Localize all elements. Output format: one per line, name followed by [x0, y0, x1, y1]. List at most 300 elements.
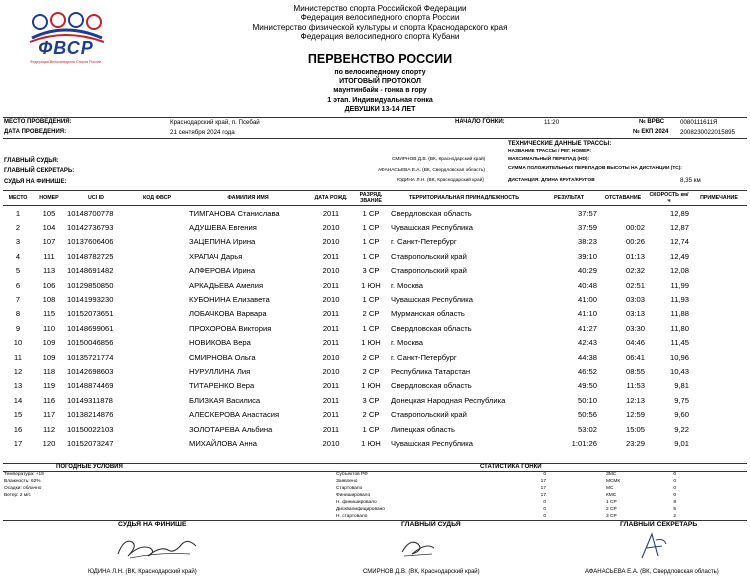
finish-judge-signature-icon	[110, 532, 210, 566]
row-name: ТИТАРЕНКО Вера	[189, 381, 255, 391]
row-note	[691, 307, 747, 321]
max-diff-label: МАКСИМАЛЬНЫЙ ПЕРЕПАД (HD):	[508, 157, 590, 162]
row-birth-year: 2010	[322, 295, 340, 305]
row-birth-year: 2010	[322, 223, 340, 233]
chief-judge-label: ГЛАВНЫЙ СУДЬЯ:	[4, 158, 59, 164]
row-gap: 02:32	[625, 266, 645, 276]
row-number: 106	[42, 280, 56, 290]
tech-title: ТЕХНИЧЕСКИЕ ДАННЫЕ ТРАССЫ:	[508, 141, 612, 147]
ekp-label: № ЕКП 2024	[633, 129, 669, 135]
row-uci-id: 10148874469	[67, 381, 114, 391]
row-uci-id: 10148700778	[67, 208, 114, 218]
chief-judge-title: ГЛАВНЫЙ СУДЬЯ	[401, 521, 461, 528]
subtitle-discipline: маунтинбайк - гонка в гору	[333, 87, 427, 95]
sum-climb-label: СУММА ПОЛОЖИТЕЛЬНЫХ ПЕРЕПАДОВ ВЫСОТЫ НА ДИСТАНЦИИ (ТС):	[508, 166, 682, 171]
row-gap: 01:13	[625, 251, 645, 261]
row-region: Республика Татарстан	[391, 366, 471, 376]
row-place: 8	[15, 309, 21, 319]
stats-line	[606, 513, 676, 520]
row-gap: 00:26	[625, 237, 645, 247]
table-row	[3, 379, 747, 393]
row-region: Липецкая область	[391, 424, 455, 434]
row-speed: 12,08	[669, 266, 689, 276]
row-uci-id: 10150046856	[67, 338, 114, 348]
row-speed: 11,93	[670, 295, 689, 305]
row-birth-year: 2010	[322, 266, 340, 276]
weather-line: Влажность: 62%	[4, 479, 41, 484]
stats-title: СТАТИСТИКА ГОНКИ	[480, 464, 542, 470]
row-name: КУБОНИНА Елизавета	[189, 295, 270, 305]
stats-value: 2	[673, 514, 676, 519]
row-place: 3	[15, 237, 21, 247]
logo-caption: Федерация Велосипедного Спорта России	[29, 60, 102, 64]
table-row	[3, 307, 747, 321]
row-birth-year: 2011	[322, 395, 340, 405]
row-fvsr-code	[127, 220, 187, 234]
col-fvsr-code: КОД ФВСР	[127, 191, 187, 206]
org-line: Федерация велосипедного спорта России	[300, 13, 460, 23]
row-region: Ставропольский край	[391, 251, 467, 261]
row-result: 39:10	[577, 251, 597, 261]
row-place: 13	[13, 381, 23, 391]
weather-line: Осадки: облачно	[4, 486, 42, 491]
col-speed: СКОРОСТЬ км/ч	[647, 191, 691, 206]
stats-label: 1 СР	[606, 500, 617, 505]
col-birth: ДАТА РОЖД.	[309, 191, 353, 206]
row-uci-id: 10142736793	[67, 223, 114, 233]
row-place: 5	[15, 266, 21, 276]
row-note	[691, 379, 747, 393]
row-speed: 12,87	[669, 223, 689, 233]
row-result: 50:10	[577, 395, 597, 405]
row-result: 49:50	[577, 381, 597, 391]
row-number: 120	[42, 438, 56, 448]
row-fvsr-code	[127, 422, 187, 436]
stats-value: 0	[543, 500, 546, 505]
row-note	[691, 321, 747, 335]
row-number: 113	[42, 266, 56, 276]
row-note	[691, 407, 747, 421]
vrvs-value: 0080111611Я	[680, 119, 718, 126]
table-row	[3, 206, 747, 221]
stats-value: 0	[673, 486, 676, 491]
row-rank: 1 СР	[362, 251, 380, 261]
row-name: СМИРНОВА Ольга	[189, 352, 256, 362]
row-rank: 3 СР	[362, 266, 380, 276]
stats-line	[336, 485, 546, 492]
row-number: 115	[42, 309, 56, 319]
stats-label: МС	[606, 486, 614, 491]
row-place: 10	[13, 338, 23, 348]
row-note	[691, 264, 747, 278]
chief-secretary-value: АФАНАСЬЕВА Е.А. (ВК, Свердловская область)	[378, 168, 485, 173]
row-number: 117	[42, 410, 56, 420]
row-rank: 1 СР	[362, 323, 380, 333]
row-birth-year: 2011	[322, 251, 340, 261]
row-rank: 2 СР	[362, 410, 380, 420]
stats-line	[336, 513, 546, 520]
row-rank: 1 СР	[362, 424, 380, 434]
col-place: МЕСТО	[3, 191, 33, 206]
row-place: 1	[15, 208, 21, 218]
stats-label: Стартовало	[336, 486, 363, 491]
row-gap: 12:13	[625, 395, 645, 405]
row-gap: 06:41	[625, 352, 645, 362]
row-rank: 1 СР	[362, 223, 380, 233]
row-number: 109	[42, 352, 56, 362]
row-place: 9	[15, 323, 21, 333]
row-speed: 10,96	[669, 352, 689, 362]
row-result: 40:48	[577, 280, 597, 290]
row-rank: 2 СР	[362, 352, 380, 362]
col-result: РЕЗУЛЬТАТ	[539, 191, 599, 206]
row-uci-id: 10148699061	[67, 323, 114, 333]
row-fvsr-code	[127, 307, 187, 321]
stats-value: 5	[673, 507, 676, 512]
chief-judge-signature-icon	[398, 534, 438, 560]
row-region: Донецкая Народная Республика	[391, 395, 506, 405]
row-region: г. Санкт-Петербург	[391, 352, 457, 362]
row-place: 11	[14, 352, 22, 362]
row-name: АРКАДЬЕВА Амелия	[189, 280, 264, 290]
chief-secretary-name: АФАНАСЬЕВА Е.А. (ВК, Свердловская область)	[585, 569, 719, 575]
row-region: Свердловская область	[391, 208, 472, 218]
date-value: 21 сентября 2024 года	[170, 129, 235, 136]
org-line: Министерство физической культуры и спорта Краснодарского края	[252, 22, 508, 32]
row-uci-id: 10135721774	[67, 352, 114, 362]
row-note	[691, 206, 747, 221]
row-note	[691, 422, 747, 436]
org-line: Федерация велосипедного спорта Кубани	[300, 31, 460, 41]
row-rank: 1 СР	[362, 295, 380, 305]
row-gap: 03:03	[625, 295, 645, 305]
row-note	[691, 336, 747, 350]
row-birth-year: 2011	[322, 309, 340, 319]
row-birth-year: 2010	[322, 366, 340, 376]
stats-label: Н. стартовало	[336, 514, 368, 519]
chief-secretary-signature-icon	[636, 530, 670, 562]
row-number: 107	[42, 237, 56, 247]
stats-line	[606, 506, 676, 513]
table-row	[3, 249, 747, 263]
track-name-label: НАЗВАНИЕ ТРАССЫ / РЕГ. НОМЕР:	[508, 149, 592, 154]
row-result: 41:10	[577, 309, 597, 319]
date-label: ДАТА ПРОВЕДЕНИЯ:	[4, 129, 67, 135]
row-result: 1:01:26	[571, 438, 597, 448]
row-fvsr-code	[127, 278, 187, 292]
row-name: АДУШЕВА Евгения	[189, 223, 257, 233]
row-fvsr-code	[127, 350, 187, 364]
stats-value: 0	[543, 514, 546, 519]
row-place: 2	[15, 223, 21, 233]
weather-line: Ветер: 2 м/с	[4, 493, 31, 498]
fvsr-logo	[18, 8, 113, 70]
row-region: Чувашская Республика	[391, 295, 473, 305]
row-fvsr-code	[127, 436, 187, 450]
row-birth-year: 2011	[322, 381, 340, 391]
row-note	[691, 436, 747, 450]
subtitle-stage: 1 этап. Индивидуальная гонка	[327, 96, 433, 104]
row-uci-id: 10129850850	[67, 280, 114, 290]
row-rank: 1 СР	[362, 237, 380, 247]
venue-value: Краснодарский край, п. Псебай	[170, 119, 260, 126]
row-name: ТИМГАНОВА Станислава	[189, 208, 280, 218]
row-gap: 00:02	[625, 223, 645, 233]
row-region: Свердловская область	[391, 323, 472, 333]
row-rank: 1 ЮН	[361, 381, 381, 391]
stats-line	[606, 471, 676, 478]
finish-judge-value: ЮДИНА Л.Н. (ВК, Краснодарский край)	[397, 178, 484, 183]
stats-left	[336, 471, 546, 520]
row-place: 12	[13, 366, 23, 376]
row-number: 118	[42, 366, 56, 376]
stats-line	[336, 492, 546, 499]
row-note	[691, 220, 747, 234]
stats-line	[606, 478, 676, 485]
row-rank: 1 ЮН	[361, 338, 381, 348]
col-note: ПРИМЕЧАНИЕ	[691, 191, 747, 206]
row-speed: 9,22	[674, 424, 689, 434]
row-name: ПРОХОРОВА Виктория	[189, 323, 272, 333]
row-number: 116	[42, 395, 56, 405]
row-name: АЛЕСКЕРОВА Анастасия	[189, 410, 280, 420]
row-uci-id: 10150022103	[67, 424, 114, 434]
chief-secretary-label: ГЛАВНЫЙ СЕКРЕТАРЬ:	[4, 168, 75, 174]
row-fvsr-code	[127, 249, 187, 263]
stats-line	[336, 499, 546, 506]
stats-value: 8	[673, 500, 676, 505]
table-row	[3, 350, 747, 364]
weather-line: Температура: +19	[4, 472, 44, 477]
row-region: Чувашская Республика	[391, 438, 473, 448]
row-number: 105	[42, 208, 56, 218]
row-result: 37:59	[577, 223, 597, 233]
row-birth-year: 2011	[322, 208, 340, 218]
table-row	[3, 278, 747, 292]
row-gap: 11:53	[626, 381, 645, 391]
row-fvsr-code	[127, 379, 187, 393]
stats-value: 0	[673, 479, 676, 484]
row-note	[691, 249, 747, 263]
row-place: 7	[15, 295, 21, 305]
stats-value: 17	[540, 479, 546, 484]
row-rank: 1 ЮН	[361, 280, 381, 290]
row-number: 108	[42, 295, 56, 305]
distance-label: ДИСТАНЦИЯ: ДЛИНА КРУГА/КРУГОВ	[508, 178, 595, 183]
row-uci-id: 10152073651	[67, 309, 114, 319]
row-result: 42:43	[577, 338, 597, 348]
row-speed: 12,49	[669, 251, 689, 261]
stats-value: 0	[673, 472, 676, 477]
row-gap: 23:29	[625, 438, 645, 448]
stats-right	[606, 471, 676, 520]
row-number: 119	[42, 381, 56, 391]
finish-judge-name: ЮДИНА Л.Н. (ВК, Краснодарский край)	[88, 569, 197, 575]
table-row	[3, 393, 747, 407]
row-note	[691, 278, 747, 292]
table-row	[3, 422, 747, 436]
row-place: 14	[13, 395, 23, 405]
stats-label: 3 СР	[606, 514, 617, 519]
table-row	[3, 264, 747, 278]
stats-label: ЗМС	[606, 472, 617, 477]
row-place: 4	[15, 251, 21, 261]
table-row	[3, 407, 747, 421]
row-note	[691, 364, 747, 378]
row-uci-id: 10142698603	[67, 366, 114, 376]
vrvs-label: № ВРВС	[639, 119, 665, 125]
row-uci-id: 10148691482	[67, 266, 114, 276]
row-name: НОВИКОВА Вера	[189, 338, 251, 348]
row-place: 17	[13, 438, 23, 448]
stats-label: МСМК	[606, 479, 621, 484]
row-place: 6	[15, 280, 21, 290]
table-row	[3, 336, 747, 350]
table-row	[3, 436, 747, 450]
row-speed: 12,74	[669, 237, 689, 247]
row-uci-id: 10138214876	[67, 410, 114, 420]
col-region: ТЕРРИТОРИАЛЬНАЯ ПРИНАДЛЕЖНОСТЬ	[389, 191, 539, 206]
stats-label: Н. финишировало	[336, 500, 377, 505]
table-row	[3, 321, 747, 335]
row-rank: 2 СР	[362, 309, 380, 319]
row-birth-year: 2011	[322, 338, 340, 348]
row-speed: 11,80	[670, 323, 689, 333]
row-birth-year: 2011	[322, 424, 340, 434]
row-rank: 1 ЮН	[361, 438, 381, 448]
row-result: 40:29	[577, 266, 597, 276]
row-speed: 11,45	[670, 338, 689, 348]
logo-text: ФВСР	[38, 38, 94, 58]
table-header-row	[3, 191, 747, 206]
row-name: ХРАПАЧ Дарья	[189, 251, 243, 261]
row-region: Чувашская Республика	[391, 223, 473, 233]
row-region: Ставропольский край	[391, 410, 467, 420]
stats-value: 0	[543, 507, 546, 512]
row-name: ЗАЦЕПИНА Ирина	[189, 237, 256, 247]
stats-label: КМС	[606, 493, 617, 498]
weather-title: ПОГОДНЫЕ УСЛОВИЯ	[56, 464, 123, 470]
table-row	[3, 235, 747, 249]
table-row	[3, 292, 747, 306]
subtitle-sport: по велосипедному спорту	[334, 69, 426, 76]
finish-judge-title: СУДЬЯ НА ФИНИШЕ	[118, 521, 187, 528]
row-fvsr-code	[127, 321, 187, 335]
stats-line	[336, 478, 546, 485]
row-gap: 08:55	[625, 366, 645, 376]
stats-value: 0	[673, 493, 676, 498]
col-rank: РАЗРЯД, ЗВАНИЕ	[353, 191, 389, 206]
row-region: г. Санкт-Петербург	[391, 237, 457, 247]
row-result: 53:02	[577, 424, 597, 434]
stats-line	[606, 485, 676, 492]
row-fvsr-code	[127, 206, 187, 221]
row-birth-year: 2010	[322, 438, 340, 448]
row-speed: 9,60	[674, 410, 689, 420]
row-number: 109	[42, 338, 56, 348]
start-label: НАЧАЛО ГОНКИ:	[455, 119, 505, 125]
row-note	[691, 292, 747, 306]
org-line: Министерство спорта Российской Федерации	[293, 4, 467, 13]
chief-secretary-title: ГЛАВНЫЙ СЕКРЕТАРЬ	[620, 521, 698, 528]
row-gap: 04:46	[625, 338, 645, 348]
stats-label: 2 СР	[606, 507, 617, 512]
row-result: 37:57	[577, 208, 597, 218]
stats-label: Субъектов РФ	[336, 472, 368, 477]
row-speed: 10,43	[669, 366, 689, 376]
row-speed: 9,75	[674, 395, 689, 405]
row-name: БЛИЗКАЯ Василиса	[189, 395, 261, 405]
page-title: ПЕРВЕНСТВО РОССИИ	[307, 52, 453, 66]
row-speed: 9,01	[674, 438, 689, 448]
row-speed: 11,88	[670, 309, 689, 319]
row-birth-year: 2011	[322, 323, 340, 333]
stats-line	[336, 471, 546, 478]
chief-judge-value: СМИРНОВ Д.В. (ВК, Краснодарский край)	[392, 157, 486, 162]
row-birth-year: 2011	[322, 280, 340, 290]
row-birth-year: 2010	[322, 352, 340, 362]
subtitle-block	[120, 68, 640, 114]
row-region: г. Москва	[391, 338, 423, 348]
subtitle-category: ДЕВУШКИ 13-14 ЛЕТ	[344, 105, 416, 113]
table-row	[3, 364, 747, 378]
row-rank: 2 СР	[362, 366, 380, 376]
row-fvsr-code	[127, 336, 187, 350]
row-name: ЗОЛОТАРЕВА Альбина	[189, 424, 273, 434]
stats-line	[336, 506, 546, 513]
row-name: ЛОБАЧКОВА Варвара	[189, 309, 267, 319]
col-uci-id: UCI ID	[65, 191, 127, 206]
row-speed: 11,99	[670, 280, 689, 290]
row-region: Мурманская область	[391, 309, 465, 319]
row-result: 46:52	[577, 366, 597, 376]
row-name: АЛФЕРОВА Ирина	[189, 266, 256, 276]
col-name: ФАМИЛИЯ ИМЯ	[187, 191, 309, 206]
finish-judge-label: СУДЬЯ НА ФИНИШЕ:	[4, 179, 67, 185]
stats-line	[606, 499, 676, 506]
row-fvsr-code	[127, 235, 187, 249]
row-uci-id: 10137606406	[67, 237, 114, 247]
row-result: 41:27	[577, 323, 597, 333]
stats-value: 0	[543, 472, 546, 477]
row-fvsr-code	[127, 292, 187, 306]
row-number: 112	[42, 424, 56, 434]
row-name: МИХАЙЛОВА Анна	[189, 438, 257, 448]
row-birth-year: 2011	[322, 410, 340, 420]
stats-label: Финишировало	[336, 493, 371, 498]
row-gap	[599, 206, 647, 221]
row-result: 38:23	[577, 237, 597, 247]
weather-block	[4, 471, 44, 499]
row-speed: 9,81	[674, 381, 689, 391]
row-region: Ставропольский край	[391, 266, 467, 276]
stats-value: 17	[540, 493, 546, 498]
distance-value: 8,35 км	[680, 177, 701, 184]
stats-label: Дисквалифицировано	[336, 507, 385, 512]
row-result: 41:00	[577, 295, 597, 305]
stats-value: 17	[540, 486, 546, 491]
start-value: 11:20	[544, 119, 560, 126]
row-fvsr-code	[127, 264, 187, 278]
row-gap: 15:05	[625, 424, 645, 434]
row-speed: 12,89	[669, 208, 689, 218]
row-name: НУРУЛЛИНА Лия	[189, 366, 251, 376]
row-uci-id: 10149311878	[67, 395, 113, 405]
row-rank: 1 СР	[362, 208, 380, 218]
row-rank: 3 СР	[362, 395, 380, 405]
row-note	[691, 350, 747, 364]
org-header	[120, 4, 640, 41]
